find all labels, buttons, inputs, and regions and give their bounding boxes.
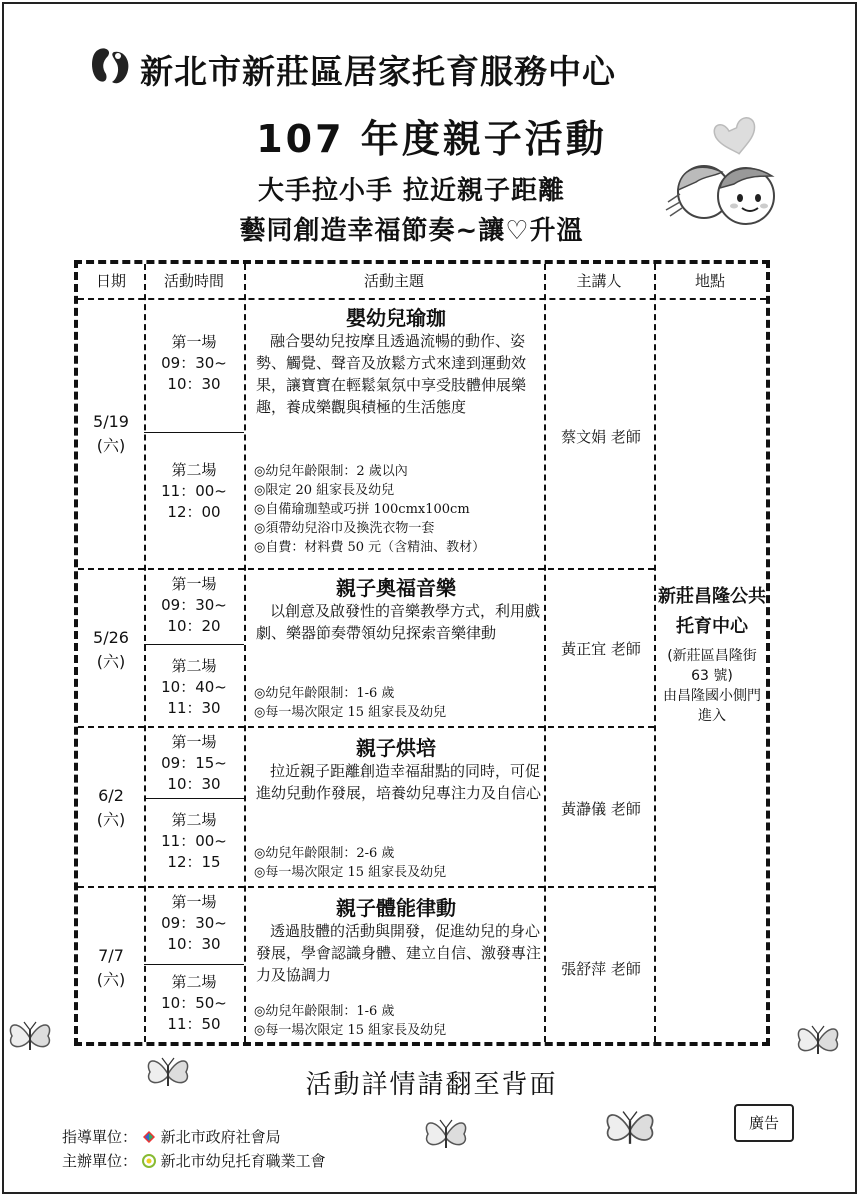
row2-notes — [254, 684, 554, 722]
header-time: 活動時間 — [163, 272, 224, 290]
row4-session2 — [144, 972, 244, 1035]
session-start: 09：30~ — [161, 354, 227, 372]
row2-date — [78, 626, 144, 674]
row2-topic: 親子奧福音樂 — [336, 576, 456, 600]
weekday-text: (六) — [96, 436, 126, 455]
session-end: 11：30 — [167, 699, 221, 717]
session-divider — [144, 432, 244, 433]
session-label: 第二場 — [171, 973, 217, 991]
org-logo-icon — [88, 44, 132, 88]
host-label: 主辦單位： — [62, 1152, 138, 1170]
weekday-text: (六) — [96, 970, 126, 989]
session-label: 第一場 — [171, 733, 217, 751]
row4-notes — [254, 1002, 554, 1040]
session-label: 第二場 — [171, 811, 217, 829]
session-start: 09：30~ — [161, 596, 227, 614]
event-title: 107 年度親子活動 — [256, 117, 607, 161]
row4-session1 — [144, 892, 244, 955]
butterfly-icon — [4, 1012, 56, 1064]
org-title: 新北市新莊區居家托育服務中心 — [140, 52, 616, 91]
venue-entry: 由昌隆國小側門進入 — [663, 688, 761, 724]
date-text: 7/7 — [98, 946, 124, 965]
header-topic: 活動主題 — [363, 272, 424, 290]
slogan-line-1: 大手拉小手 拉近親子距離 — [257, 176, 566, 206]
header-venue: 地點 — [694, 272, 725, 290]
guide-org: 新北市政府社會局 — [160, 1128, 281, 1146]
session-divider — [144, 964, 244, 965]
note-item: ◎每一場次限定 15 組家長及幼兒 — [254, 705, 447, 720]
row3-topic: 親子烘培 — [356, 736, 436, 760]
note-item: ◎每一場次限定 15 組家長及幼兒 — [254, 865, 447, 880]
guide-label: 指導單位： — [62, 1128, 138, 1146]
note-item: ◎幼兒年齡限制：1-6 歲 — [254, 1004, 395, 1019]
row4-description: 透過肢體的活動與開發，促進幼兒的身心發展，學會認識身體、建立自信、激發專注力及協調力 — [256, 922, 542, 984]
union-logo-icon — [142, 1154, 156, 1168]
session-label: 第一場 — [171, 575, 217, 593]
guide-unit — [62, 1126, 281, 1147]
row4-date — [78, 944, 144, 992]
row3-session2 — [144, 810, 244, 873]
weekday-text: (六) — [96, 810, 126, 829]
row1-notes — [254, 462, 554, 557]
session-end: 11：50 — [167, 1015, 221, 1033]
kids-heart-icon — [660, 110, 790, 230]
row3-notes — [254, 844, 554, 882]
gov-logo-icon — [142, 1130, 156, 1144]
butterfly-icon — [420, 1110, 472, 1162]
note-item: ◎每一場次限定 15 組家長及幼兒 — [254, 1023, 447, 1038]
butterfly-icon — [600, 1100, 660, 1160]
row1-session2 — [144, 460, 244, 523]
session-end: 10：30 — [167, 375, 221, 393]
note-item: ◎幼兒年齡限制：2 歲以內 — [254, 464, 408, 479]
session-start: 11：00~ — [161, 832, 227, 850]
weekday-text: (六) — [96, 652, 126, 671]
note-item: ◎幼兒年齡限制：1-6 歲 — [254, 686, 395, 701]
row-divider — [78, 568, 654, 570]
session-label: 第一場 — [171, 333, 217, 351]
butterfly-icon — [142, 1048, 194, 1100]
row-divider — [78, 886, 654, 888]
row2-description: 以創意及啟發性的音樂教學方式，利用戲劇、樂器節奏帶領幼兒探索音樂律動 — [256, 602, 541, 642]
session-end: 10：30 — [167, 935, 221, 953]
row1-date — [78, 410, 144, 458]
session-start: 09：15~ — [161, 754, 227, 772]
session-label: 第一場 — [171, 893, 217, 911]
venue-name: 新莊昌隆公共托育中心 — [658, 586, 766, 637]
row3-date — [78, 784, 144, 832]
venue-block — [658, 582, 766, 726]
note-item: ◎幼兒年齡限制：2-6 歲 — [254, 846, 395, 861]
row1-topic: 嬰幼兒瑜珈 — [346, 306, 446, 330]
session-start: 09：30~ — [161, 914, 227, 932]
row3-description: 拉近親子距離創造幸福甜點的同時，可促進幼兒動作發展，培養幼兒專注力及自信心 — [256, 762, 542, 802]
session-start: 10：50~ — [161, 994, 227, 1012]
row1-speaker: 蔡文娟 老師 — [561, 428, 641, 446]
session-start: 10：40~ — [161, 678, 227, 696]
row1-description: 融合嬰幼兒按摩且透過流暢的動作、姿勢、觸覺、聲音及放鬆方式來達到運動效果，讓寶寶在輕鬆氣氛中享受肢體伸展樂趣，養成樂觀與積極的生活態度 — [256, 332, 527, 416]
row2-session2 — [144, 656, 244, 719]
session-end: 12：15 — [167, 853, 221, 871]
session-end: 10：20 — [167, 617, 221, 635]
header-date: 日期 — [95, 272, 126, 290]
host-org: 新北市幼兒托育職業工會 — [160, 1152, 326, 1170]
butterfly-icon — [792, 1016, 844, 1068]
ad-label: 廣告 — [734, 1104, 794, 1142]
row4-topic: 親子體能律動 — [336, 896, 456, 920]
col-divider — [244, 264, 246, 1042]
row1-session1 — [144, 332, 244, 395]
row-divider — [78, 726, 654, 728]
host-unit — [62, 1150, 326, 1171]
note-item: ◎自備瑜珈墊或巧拼 100cmx100cm — [254, 502, 470, 517]
slogan-line-2: 藝同創造幸福節奏~讓♡升溫 — [239, 216, 584, 246]
row2-speaker: 黃正宜 老師 — [561, 640, 641, 658]
note-item: ◎須帶幼兒浴巾及換洗衣物一套 — [254, 521, 435, 536]
session-end: 12：00 — [167, 503, 221, 521]
session-end: 10：30 — [167, 775, 221, 793]
row3-session1 — [144, 732, 244, 795]
session-divider — [144, 644, 244, 645]
date-text: 6/2 — [98, 786, 124, 805]
session-label: 第二場 — [171, 461, 217, 479]
header-speaker: 主講人 — [576, 272, 622, 290]
date-text: 5/26 — [93, 628, 129, 647]
note-item: ◎自費：材料費 50 元（含精油、教材） — [254, 540, 486, 555]
row2-session1 — [144, 574, 244, 637]
session-label: 第二場 — [171, 657, 217, 675]
row3-speaker: 黃瀞儀 老師 — [561, 800, 641, 818]
row4-speaker: 張舒萍 老師 — [561, 960, 641, 978]
venue-address: (新莊區昌隆街 63 號) — [667, 648, 757, 684]
footer-note: 活動詳情請翻至背面 — [305, 1070, 558, 1100]
date-text: 5/19 — [93, 412, 129, 431]
session-divider — [144, 798, 244, 799]
session-start: 11：00~ — [161, 482, 227, 500]
row-divider — [78, 298, 766, 300]
note-item: ◎限定 20 組家長及幼兒 — [254, 483, 395, 498]
activity-table — [74, 260, 770, 1046]
